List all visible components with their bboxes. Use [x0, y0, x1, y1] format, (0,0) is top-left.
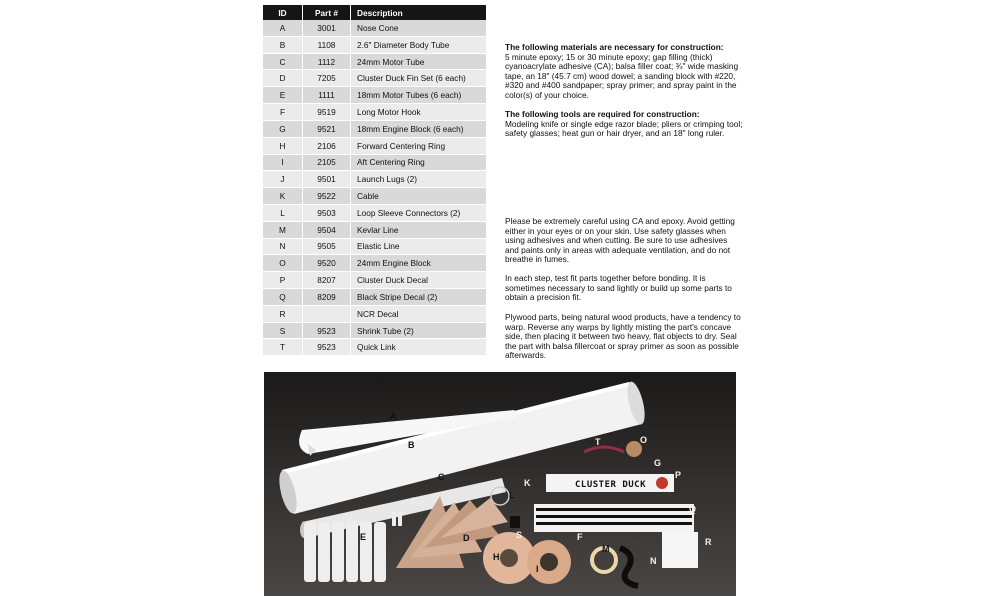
cell-description: Cluster Duck Decal [351, 272, 486, 289]
table-row [263, 222, 486, 239]
tools-heading: The following tools are required for construction: [505, 109, 700, 119]
cell-part-number [303, 306, 351, 323]
cell-id: S [263, 323, 303, 340]
cell-description: 24mm Motor Tube [351, 54, 486, 71]
table-row [263, 70, 486, 87]
cell-part-number: 9523 [303, 323, 351, 340]
label-C: C [438, 472, 445, 482]
motor-hook-piece [510, 516, 520, 528]
cell-id: O [263, 255, 303, 272]
label-P: P [675, 470, 682, 480]
shrink-tube [584, 447, 624, 452]
table-row [263, 255, 486, 272]
stripe-decals [534, 504, 697, 532]
decal-title-text: CLUSTER DUCK [575, 480, 647, 490]
cell-description: Quick Link [351, 339, 486, 356]
cell-id: T [263, 339, 303, 356]
label-N: N [650, 556, 657, 566]
cell-id: G [263, 121, 303, 138]
test-fit-paragraph: In each step, test fit parts together before bonding. It is sometimes necessary to sand lightly or build up some parts to obtain a precision fit. [505, 273, 732, 303]
cell-id: H [263, 138, 303, 155]
table-row [263, 239, 486, 256]
cell-id: L [263, 205, 303, 222]
label-I: I [536, 564, 539, 574]
table-row [263, 104, 486, 121]
cell-description: 2.6" Diameter Body Tube [351, 37, 486, 54]
cell-description: Aft Centering Ring [351, 155, 486, 172]
ncr-decal [662, 532, 698, 568]
cell-part-number: 9523 [303, 339, 351, 356]
cell-part-number: 1111 [303, 87, 351, 104]
table-row [263, 323, 486, 340]
kit-parts-photo [264, 372, 736, 596]
label-T: T [595, 437, 601, 447]
cell-part-number: 2106 [303, 138, 351, 155]
table-row [263, 272, 486, 289]
cell-id: K [263, 188, 303, 205]
cell-description: Cable [351, 188, 486, 205]
label-S: S [516, 530, 523, 540]
label-G: G [654, 458, 662, 468]
label-A: A [390, 411, 397, 421]
table-row [263, 339, 486, 356]
cell-part-number: 8209 [303, 289, 351, 306]
cell-id: A [263, 20, 303, 37]
header-id: ID [263, 5, 303, 20]
cell-part-number: 3001 [303, 20, 351, 37]
label-F: F [577, 532, 583, 542]
materials-section [505, 43, 743, 101]
cell-id: B [263, 37, 303, 54]
label-J: J [410, 496, 416, 506]
tools-section [505, 110, 743, 139]
label-M: M [602, 544, 610, 554]
cell-id: Q [263, 289, 303, 306]
cell-part-number: 9503 [303, 205, 351, 222]
cell-id: D [263, 70, 303, 87]
cell-description: Nose Cone [351, 20, 486, 37]
label-K: K [524, 478, 531, 488]
cell-description: Black Stripe Decal (2) [351, 289, 486, 306]
label-B: B [408, 440, 415, 450]
table-row [263, 121, 486, 138]
label-D: D [463, 533, 470, 543]
cell-part-number: 9504 [303, 222, 351, 239]
table-row [263, 188, 486, 205]
materials-heading: The following materials are necessary for construction: [505, 42, 724, 52]
cell-part-number: 9522 [303, 188, 351, 205]
label-R: R [705, 537, 712, 547]
cell-description: Launch Lugs (2) [351, 171, 486, 188]
table-row [263, 87, 486, 104]
cell-description: Shrink Tube (2) [351, 323, 486, 340]
cell-id: R [263, 306, 303, 323]
cell-id: M [263, 222, 303, 239]
cell-description: Loop Sleeve Connectors (2) [351, 205, 486, 222]
cell-description: Cluster Duck Fin Set (6 each) [351, 70, 486, 87]
header-description: Description [351, 5, 486, 20]
header-part: Part # [303, 5, 351, 20]
plywood-paragraph: Plywood parts, being natural wood products, have a tendency to warp. Reverse any warps by lightly misting the part's concave side, then placing it between two heavy, flat objects to dry. Seal the part with balsa fillercoat or spray primer as soon as possible afterwards. [505, 312, 741, 361]
cell-description: Elastic Line [351, 239, 486, 256]
elastic-line [620, 548, 638, 586]
caution-paragraph: Please be extremely careful using CA and epoxy. Avoid getting either in your eyes or on your skin. Use safety glasses when using adhesives and when cutting. Be sure to use adhesives and paints only in areas with adequate ventilation, and do not breathe in fumes. [505, 216, 735, 265]
label-Q: Q [689, 504, 697, 514]
table-row [263, 306, 486, 323]
cell-description: Kevlar Line [351, 222, 486, 239]
cell-id: C [263, 54, 303, 71]
table-header-row [263, 5, 486, 20]
label-E: E [360, 532, 367, 542]
table-row [263, 54, 486, 71]
cell-part-number: 7205 [303, 70, 351, 87]
cell-description: 24mm Engine Block [351, 255, 486, 272]
cell-description: 18mm Motor Tubes (6 each) [351, 87, 486, 104]
launch-lug [392, 512, 396, 526]
cell-description: Long Motor Hook [351, 104, 486, 121]
table-row [263, 155, 486, 172]
cell-part-number: 9521 [303, 121, 351, 138]
cell-id: F [263, 104, 303, 121]
cell-id: N [263, 239, 303, 256]
table-row [263, 171, 486, 188]
table-row [263, 138, 486, 155]
cell-id: J [263, 171, 303, 188]
label-L: L [509, 490, 515, 500]
cell-description: 18mm Engine Block (6 each) [351, 121, 486, 138]
label-H: H [493, 552, 500, 562]
table-row [263, 289, 486, 306]
cell-part-number: 9505 [303, 239, 351, 256]
cell-part-number: 2105 [303, 155, 351, 172]
cell-part-number: 9501 [303, 171, 351, 188]
launch-lug [398, 512, 402, 526]
cell-description: NCR Decal [351, 306, 486, 323]
cell-part-number: 8207 [303, 272, 351, 289]
table-row [263, 37, 486, 54]
cell-part-number: 9520 [303, 255, 351, 272]
cell-id: E [263, 87, 303, 104]
table-row [263, 20, 486, 37]
cell-part-number: 1112 [303, 54, 351, 71]
materials-body: 5 minute epoxy; 15 or 30 minute epoxy; gap filling (thick) cyanoacrylate adhesive (CA); balsa filler coat; ¾" wide masking tape, an 18" (45.7 cm) wood dowel; a sanding block with #220, #320 and #400 sandpaper; spray primer; and spray paint in the color(s) of your choice. [505, 51, 739, 100]
parts-table [263, 5, 486, 356]
cell-id: I [263, 155, 303, 172]
table-row [263, 205, 486, 222]
cell-id: P [263, 272, 303, 289]
tools-body: Modeling knife or single edge razor blade; pliers or crimping tool; safety glasses; heat gun or hair dryer, and an 18" long ruler. [505, 118, 743, 139]
cell-description: Forward Centering Ring [351, 138, 486, 155]
label-O: O [640, 435, 648, 445]
cell-part-number: 9519 [303, 104, 351, 121]
kit-parts-illustration [264, 372, 736, 596]
cell-part-number: 1108 [303, 37, 351, 54]
